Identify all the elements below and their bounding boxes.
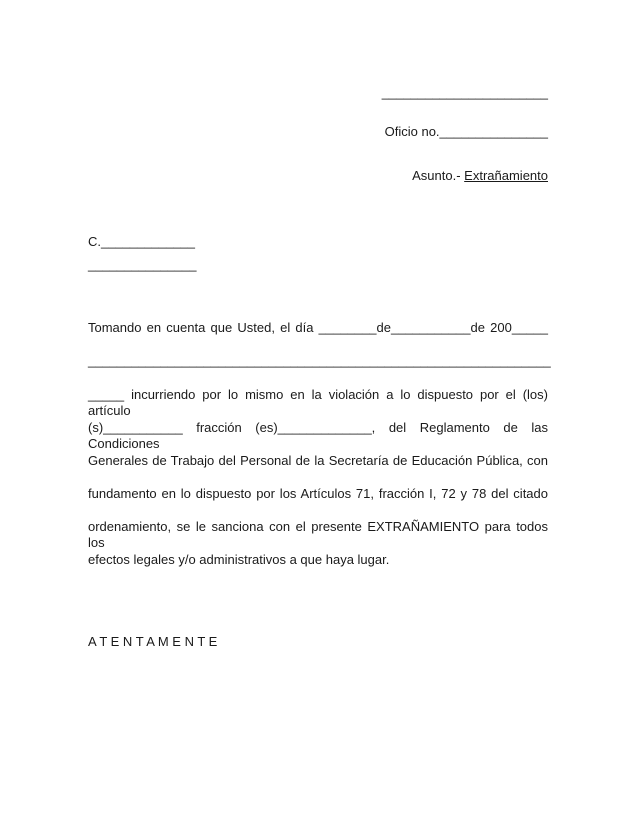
- asunto-label: Asunto.-: [412, 168, 465, 183]
- asunto-line: [412, 168, 548, 184]
- recipient-line-1: C._____________: [88, 234, 195, 249]
- body-line: Tomando en cuenta que Usted, el día ________de___________de 200_____: [88, 320, 548, 335]
- recipient-line-2: _______________: [88, 257, 197, 272]
- body-line: _____ incurriendo por lo mismo en la violación a lo dispuesto por el (los) artículo: [88, 387, 548, 418]
- body-line: (s)___________ fracción (es)_____________, del Reglamento de las Condiciones: [88, 420, 548, 451]
- closing-atentamente: A T E N T A M E N T E: [88, 634, 218, 649]
- body-line: ordenamiento, se le sanciona con el presente EXTRAÑAMIENTO para todos los: [88, 519, 548, 550]
- body-line: efectos legales y/o administrativos a que haya lugar.: [88, 552, 390, 567]
- body-line: fundamento en lo dispuesto por los Artículos 71, fracción I, 72 y 78 del citado: [88, 486, 548, 501]
- asunto-value: Extrañamiento: [464, 168, 548, 183]
- body-line: ________________________________________________________________: [88, 353, 551, 368]
- body-line: Generales de Trabajo del Personal de la Secretaría de Educación Pública, con: [88, 453, 548, 468]
- oficio-number: Oficio no._______________: [384, 124, 548, 139]
- header-blank-line: _______________________: [381, 85, 548, 100]
